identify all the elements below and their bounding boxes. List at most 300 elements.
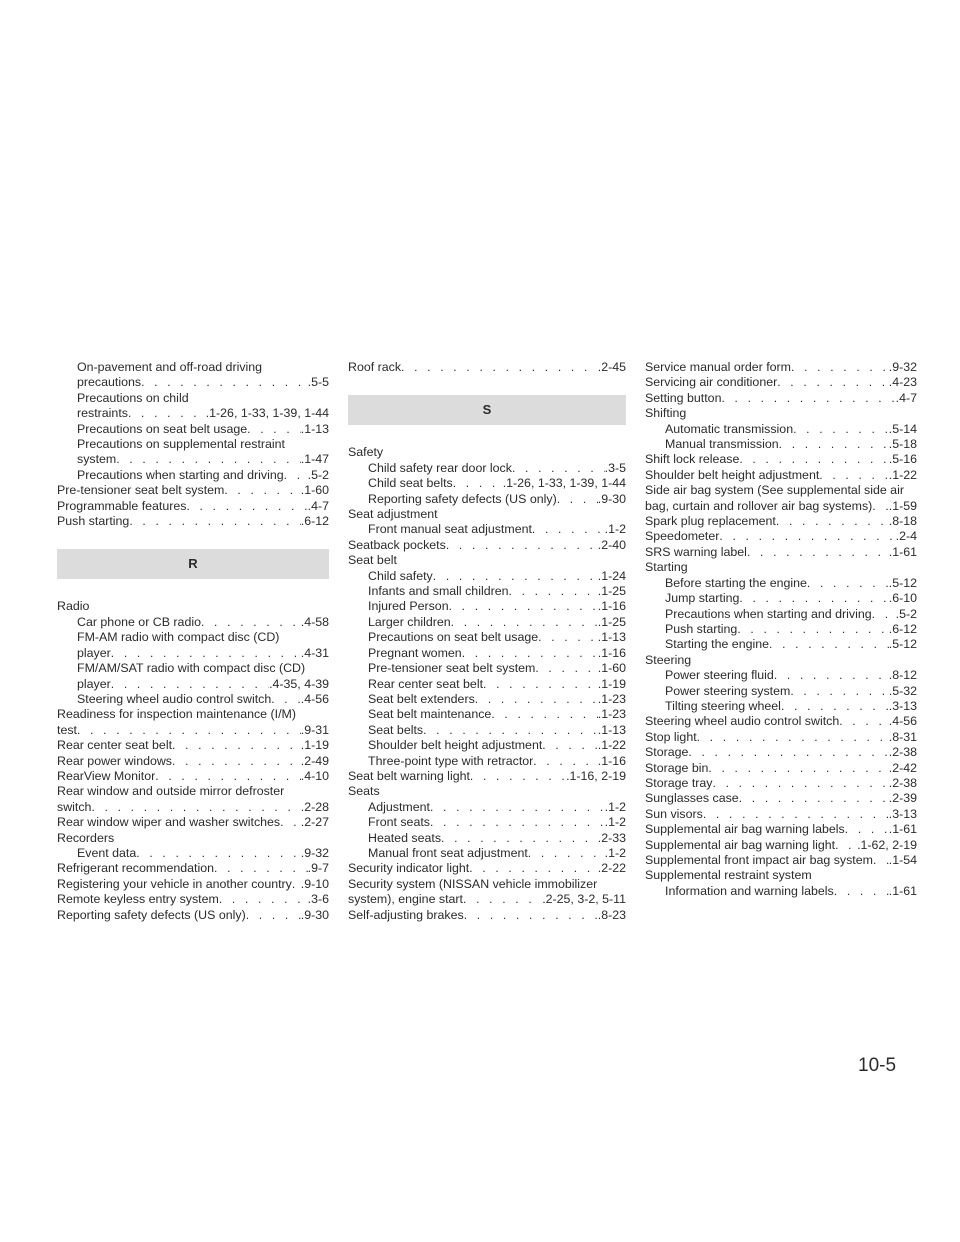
index-subentry — [348, 492, 626, 507]
dot-leader — [446, 538, 598, 553]
index-subentry — [348, 646, 626, 661]
dot-leader — [532, 522, 605, 537]
dot-leader — [483, 677, 598, 692]
dot-leader — [873, 853, 889, 868]
entry-term: Child safety — [368, 568, 433, 583]
index-entry — [645, 791, 917, 806]
entry-page-ref: .4-7 — [307, 498, 329, 513]
index-subentry — [57, 661, 329, 676]
dot-leader — [819, 468, 888, 483]
index-entries-r — [57, 599, 329, 923]
section-header-s: S — [348, 395, 626, 425]
entry-term: Pre-tensioner seat belt system — [368, 661, 536, 676]
index-entry — [645, 853, 917, 868]
entry-term: Starting — [645, 560, 688, 575]
entry-page-ref: .1-23 — [597, 691, 626, 706]
entry-term: FM/AM/SAT radio with compact disc (CD) — [77, 661, 306, 676]
entry-page-ref: .1-24 — [597, 568, 626, 583]
index-entry — [57, 599, 329, 614]
entry-term: Infants and small children — [368, 584, 509, 599]
index-subentry — [645, 668, 917, 683]
entry-page-ref: .1-19 — [300, 738, 329, 753]
index-subentry — [57, 422, 329, 437]
entry-term: Tilting steering wheel — [665, 698, 781, 713]
entry-term: Power steering fluid — [665, 668, 774, 683]
entry-term: Manual transmission — [665, 437, 779, 452]
entry-term: Setting button — [645, 390, 722, 405]
index-subentry — [348, 723, 626, 738]
entry-term: Precautions when starting and driving — [665, 606, 872, 621]
dot-leader — [777, 375, 889, 390]
entry-term: Manual front seat adjustment — [368, 845, 528, 860]
dot-leader — [462, 646, 598, 661]
index-subentry — [57, 846, 329, 861]
index-entry — [57, 754, 329, 769]
entry-page-ref: .2-27 — [300, 815, 329, 830]
dot-leader — [111, 646, 301, 661]
entry-term: Seat belt warning light — [348, 768, 470, 783]
dot-leader — [835, 838, 857, 853]
dot-leader — [470, 769, 566, 784]
entry-term: Safety — [348, 445, 384, 460]
entry-page-ref: .5-5 — [307, 375, 329, 390]
index-entry — [645, 714, 917, 729]
entry-page-ref: .1-23 — [597, 707, 626, 722]
entry-term: Service manual order form — [645, 360, 791, 374]
entry-term: Precautions when starting and driving — [77, 467, 284, 482]
index-entry — [348, 908, 626, 923]
entry-page-ref: .1-25 — [597, 614, 626, 629]
entry-term: Supplemental air bag warning light — [645, 837, 836, 852]
entry-term: Reporting safety defects (US only) — [368, 491, 557, 506]
dot-leader — [491, 707, 597, 722]
index-entry — [645, 391, 917, 406]
entry-term: Shoulder belt height adjustment — [645, 467, 820, 482]
index-entry — [645, 468, 917, 483]
entry-page-ref: .2-4 — [895, 529, 917, 544]
dot-leader — [475, 692, 598, 707]
index-subentry — [57, 468, 329, 483]
entry-term: Security system (NISSAN vehicle immobilizer — [348, 876, 598, 891]
index-subentry — [348, 754, 626, 769]
dot-leader — [542, 738, 597, 753]
entry-page-ref: .6-12 — [300, 514, 329, 529]
entry-term: Heated seats — [368, 830, 442, 845]
entry-page-ref: .8-31 — [888, 729, 917, 744]
index-subentry — [645, 576, 917, 591]
index-entry — [645, 730, 917, 745]
entry-term: Information and warning labels — [665, 883, 834, 898]
entry-page-ref: .9-32 — [300, 845, 329, 860]
entry-page-ref: .1-2 — [604, 845, 626, 860]
entry-page-ref: .3-6 — [307, 892, 329, 907]
entry-term: Supplemental restraint system — [645, 868, 812, 883]
entry-term: RearView Monitor — [57, 768, 156, 783]
entry-page-ref: .2-42 — [888, 760, 917, 775]
entry-term: Seat belt extenders — [368, 691, 475, 706]
dot-leader — [129, 514, 300, 529]
entry-term: Sunglasses case — [645, 791, 739, 806]
index-entry — [348, 877, 626, 892]
index-entries-s-continued — [645, 360, 917, 899]
index-entry — [645, 452, 917, 467]
dot-leader — [91, 800, 300, 815]
index-entry — [645, 545, 917, 560]
dot-leader — [201, 615, 301, 630]
entry-term: Seat belt — [348, 553, 397, 568]
index-entry — [645, 514, 917, 529]
entry-page-ref: .1-2 — [604, 522, 626, 537]
dot-leader — [688, 745, 888, 760]
entry-term: Injured Person — [368, 599, 449, 614]
entry-term: Seatback pockets — [348, 537, 446, 552]
entry-term: Spark plug replacement — [645, 514, 776, 529]
dot-leader — [845, 822, 889, 837]
entry-page-ref: .1-59 — [888, 498, 917, 513]
dot-leader — [271, 692, 301, 707]
entry-page-ref: .1-54 — [888, 853, 917, 867]
index-entry — [348, 784, 626, 799]
index-entry — [57, 769, 329, 784]
entry-page-ref: .5-16 — [888, 452, 917, 467]
index-subentry — [57, 677, 329, 692]
entry-term: Refrigerant recommendation — [57, 861, 215, 876]
entry-term: Roof rack — [348, 360, 402, 374]
entry-term: Rear window and outside mirror defroster — [57, 784, 285, 799]
dot-leader — [224, 483, 300, 498]
dot-leader — [453, 476, 503, 491]
index-column-1 — [57, 360, 329, 923]
entry-term: Front seats — [368, 815, 430, 830]
entry-page-ref: .8-18 — [888, 514, 917, 529]
entry-page-ref: .1-16 — [597, 753, 626, 768]
entry-term: SRS warning label — [645, 544, 747, 559]
dot-leader — [509, 584, 598, 599]
dot-leader — [790, 684, 888, 699]
entry-page-ref: .1-26, 1-33, 1-39, 1-44 — [502, 476, 626, 491]
entry-page-ref: .1-60 — [300, 483, 329, 498]
entry-term: Push starting — [57, 514, 130, 529]
entry-term: system — [77, 452, 117, 467]
index-entry — [57, 815, 329, 830]
index-subentry — [57, 406, 329, 421]
index-subentry — [348, 630, 626, 645]
entry-term: Car phone or CB radio — [77, 614, 201, 629]
entry-page-ref: .9-7 — [307, 861, 329, 876]
dot-leader — [779, 437, 889, 452]
dot-leader — [512, 461, 605, 476]
entry-term: Seats — [348, 784, 380, 799]
index-entry — [57, 499, 329, 514]
index-column-2 — [348, 360, 626, 923]
entry-term: Shift lock release — [645, 452, 740, 467]
entry-page-ref: .1-61 — [888, 544, 917, 559]
index-entry — [57, 908, 329, 923]
entry-term: Precautions on child — [77, 390, 189, 405]
index-subentry — [645, 637, 917, 652]
index-subentry — [645, 884, 917, 899]
entry-term: Readiness for inspection maintenance (I/M) — [57, 707, 296, 722]
entry-term: Starting the engine — [665, 637, 770, 652]
entry-page-ref: .1-16 — [597, 645, 626, 660]
entry-term: Child safety rear door lock — [368, 460, 512, 475]
index-entry — [57, 784, 329, 799]
index-entry — [348, 553, 626, 568]
index-subentry — [348, 461, 626, 476]
entry-page-ref: .1-61 — [888, 883, 917, 898]
index-entry — [645, 360, 917, 375]
entry-page-ref: .4-58 — [300, 614, 329, 629]
index-entry — [645, 838, 917, 853]
entry-page-ref: .1-47 — [300, 452, 329, 467]
index-entry — [348, 861, 626, 876]
entry-page-ref: .1-2 — [604, 799, 626, 814]
dot-leader — [739, 591, 888, 606]
dot-leader — [172, 738, 301, 753]
entry-page-ref: .1-16 — [597, 599, 626, 614]
dot-leader — [433, 569, 598, 584]
dot-leader — [538, 630, 598, 645]
entry-term: bag, curtain and rollover air bag systems) — [645, 498, 873, 513]
entry-page-ref: .4-56 — [888, 714, 917, 729]
index-subentry — [57, 692, 329, 707]
index-entry — [57, 707, 329, 722]
dot-leader — [423, 723, 598, 738]
entry-term: Seat belt maintenance — [368, 707, 492, 722]
index-subentry — [348, 677, 626, 692]
entry-term: Storage — [645, 745, 689, 760]
dot-leader — [781, 699, 889, 714]
entry-page-ref: .2-40 — [597, 537, 626, 552]
entry-term: Supplemental air bag warning labels — [645, 822, 845, 837]
entry-term: Self-adjusting brakes — [348, 907, 464, 922]
dot-leader — [721, 391, 895, 406]
entry-page-ref: .5-2 — [307, 467, 329, 482]
index-subentry — [348, 522, 626, 537]
entry-page-ref: .1-25 — [597, 584, 626, 599]
index-entry — [348, 538, 626, 553]
dot-leader — [807, 576, 889, 591]
index-column-3 — [645, 360, 917, 899]
dot-leader — [776, 514, 889, 529]
index-subentry — [348, 584, 626, 599]
entry-term: Precautions on supplemental restraint — [77, 437, 286, 452]
index-subentry — [57, 646, 329, 661]
entry-term: Three-point type with retractor — [368, 753, 534, 768]
index-entry — [645, 529, 917, 544]
dot-leader — [464, 908, 598, 923]
index-subentry — [645, 684, 917, 699]
entry-page-ref: .1-60 — [597, 661, 626, 676]
index-subentry — [348, 846, 626, 861]
dot-leader — [872, 607, 896, 622]
entry-page-ref: .5-2 — [895, 606, 917, 621]
entry-page-ref: .2-22 — [597, 861, 626, 876]
entry-term: FM-AM radio with compact disc (CD) — [77, 630, 280, 645]
entry-term: Programmable features — [57, 498, 187, 513]
entry-term: Security indicator light — [348, 861, 470, 876]
entry-term: Event data — [77, 845, 137, 860]
dot-leader — [401, 360, 598, 375]
index-subentry — [57, 375, 329, 390]
index-entry — [645, 807, 917, 822]
index-entry — [348, 769, 626, 784]
dot-leader — [128, 406, 206, 421]
dot-leader — [737, 622, 888, 637]
dot-leader — [533, 754, 597, 769]
entry-page-ref: .3-13 — [888, 806, 917, 821]
entry-term: Rear center seat belt — [368, 676, 484, 691]
entry-term: Side air bag system (See supplemental side air — [645, 483, 904, 498]
section-header-r: R — [57, 549, 329, 579]
index-subentry — [645, 422, 917, 437]
dot-leader — [430, 800, 605, 815]
index-entries-s — [348, 445, 626, 923]
dot-leader — [774, 668, 889, 683]
dot-leader — [834, 884, 889, 899]
entry-term: Jump starting — [665, 591, 740, 606]
entry-term: Rear window wiper and washer switches — [57, 815, 281, 830]
entry-term: Automatic transmission — [665, 421, 794, 436]
index-subentry — [348, 476, 626, 491]
index-subentry — [348, 738, 626, 753]
entry-term: Shifting — [645, 406, 687, 421]
entry-page-ref: .4-31 — [300, 645, 329, 660]
index-subentry — [348, 569, 626, 584]
entry-page-ref: .2-38 — [888, 745, 917, 760]
index-subentry — [57, 360, 329, 375]
entry-term: Pregnant women — [368, 645, 462, 660]
dot-leader — [186, 499, 307, 514]
entry-term: Adjustment — [368, 799, 430, 814]
dot-leader — [703, 807, 889, 822]
dot-leader — [219, 892, 308, 907]
dot-leader — [449, 599, 598, 614]
index-subentry — [348, 707, 626, 722]
entry-page-ref: .5-18 — [888, 437, 917, 452]
entry-page-ref: .9-30 — [300, 907, 329, 922]
entry-page-ref: .4-10 — [300, 768, 329, 783]
entry-page-ref: .9-10 — [300, 876, 329, 891]
entry-term: Speedometer — [645, 529, 720, 544]
dot-leader — [430, 815, 605, 830]
index-entry — [57, 861, 329, 876]
dot-leader — [247, 422, 301, 437]
dot-leader — [719, 529, 895, 544]
dot-leader — [441, 831, 598, 846]
index-entry — [57, 738, 329, 753]
entry-page-ref: .5-14 — [888, 421, 917, 436]
dot-leader — [136, 846, 301, 861]
entry-term: Recorders — [57, 830, 115, 845]
index-subentry — [57, 452, 329, 467]
entry-term: Storage bin — [645, 760, 709, 775]
index-entry — [57, 514, 329, 529]
index-subentry — [348, 615, 626, 630]
entry-page-ref: .2-39 — [888, 791, 917, 806]
entry-term: Pre-tensioner seat belt system — [57, 483, 225, 498]
entry-term: Larger children — [368, 614, 451, 629]
entry-term: Push starting — [665, 621, 738, 636]
entry-term: Supplemental front impact air bag system — [645, 853, 873, 867]
entry-page-ref: .3-13 — [888, 698, 917, 713]
dot-leader — [469, 861, 598, 876]
entry-term: Seat adjustment — [348, 507, 438, 522]
index-subentry — [57, 437, 329, 452]
entry-term: Servicing air conditioner — [645, 375, 778, 390]
entry-term: system), engine start — [348, 892, 464, 907]
entry-term: Child seat belts — [368, 476, 453, 491]
index-subentry — [645, 591, 917, 606]
entry-page-ref: .1-13 — [597, 630, 626, 645]
dot-leader — [793, 422, 889, 437]
index-entry — [57, 483, 329, 498]
dot-leader — [528, 846, 605, 861]
entry-page-ref: .1-13 — [300, 421, 329, 436]
index-entries-on-to-push — [57, 360, 329, 529]
entry-term: Sun visors — [645, 806, 703, 821]
entry-term: Power steering system — [665, 683, 791, 698]
dot-leader — [77, 723, 301, 738]
entry-page-ref: .1-61 — [888, 822, 917, 837]
entry-term: Rear power windows — [57, 753, 173, 768]
dot-leader — [872, 499, 888, 514]
index-entry — [645, 745, 917, 760]
entry-page-ref: .2-45 — [597, 360, 626, 374]
index-subentry — [348, 800, 626, 815]
dot-leader — [535, 661, 597, 676]
entry-term: player — [77, 645, 111, 660]
entry-term: Front manual seat adjustment — [368, 522, 532, 537]
index-entry — [348, 507, 626, 522]
entry-term: Steering wheel audio control switch — [77, 691, 272, 706]
index-entry — [57, 892, 329, 907]
dot-leader — [463, 892, 542, 907]
dot-leader — [769, 637, 889, 652]
entry-term: Precautions on seat belt usage — [368, 630, 539, 645]
index-entry — [645, 761, 917, 776]
entry-page-ref: .2-49 — [300, 753, 329, 768]
dot-leader — [116, 452, 301, 467]
entry-page-ref: .1-13 — [597, 722, 626, 737]
entry-term: player — [77, 676, 111, 691]
entry-page-ref: .1-16, 2-19 — [566, 768, 626, 783]
entry-page-ref: .3-5 — [604, 460, 626, 475]
index-subentry — [645, 622, 917, 637]
entry-term: Radio — [57, 599, 90, 614]
entry-term: test — [57, 722, 77, 737]
index-entry — [57, 877, 329, 892]
entry-page-ref: .6-10 — [888, 591, 917, 606]
dot-leader — [141, 375, 308, 390]
entry-page-ref: .8-23 — [597, 907, 626, 922]
dot-leader — [708, 761, 888, 776]
index-subentry — [348, 661, 626, 676]
entry-page-ref: .4-35, 4-39 — [269, 676, 329, 691]
entry-page-ref: .9-31 — [300, 722, 329, 737]
dot-leader — [451, 615, 598, 630]
entry-page-ref: .4-7 — [895, 390, 917, 405]
entry-term: Reporting safety defects (US only) — [57, 907, 246, 922]
entry-term: Before starting the engine — [665, 575, 807, 590]
index-subentry — [645, 437, 917, 452]
entry-page-ref: .1-2 — [604, 815, 626, 830]
dot-leader — [172, 754, 301, 769]
index-entry — [645, 483, 917, 498]
entry-term: Seat belts — [368, 722, 424, 737]
entry-page-ref: .5-12 — [888, 575, 917, 590]
index-entry — [57, 723, 329, 738]
